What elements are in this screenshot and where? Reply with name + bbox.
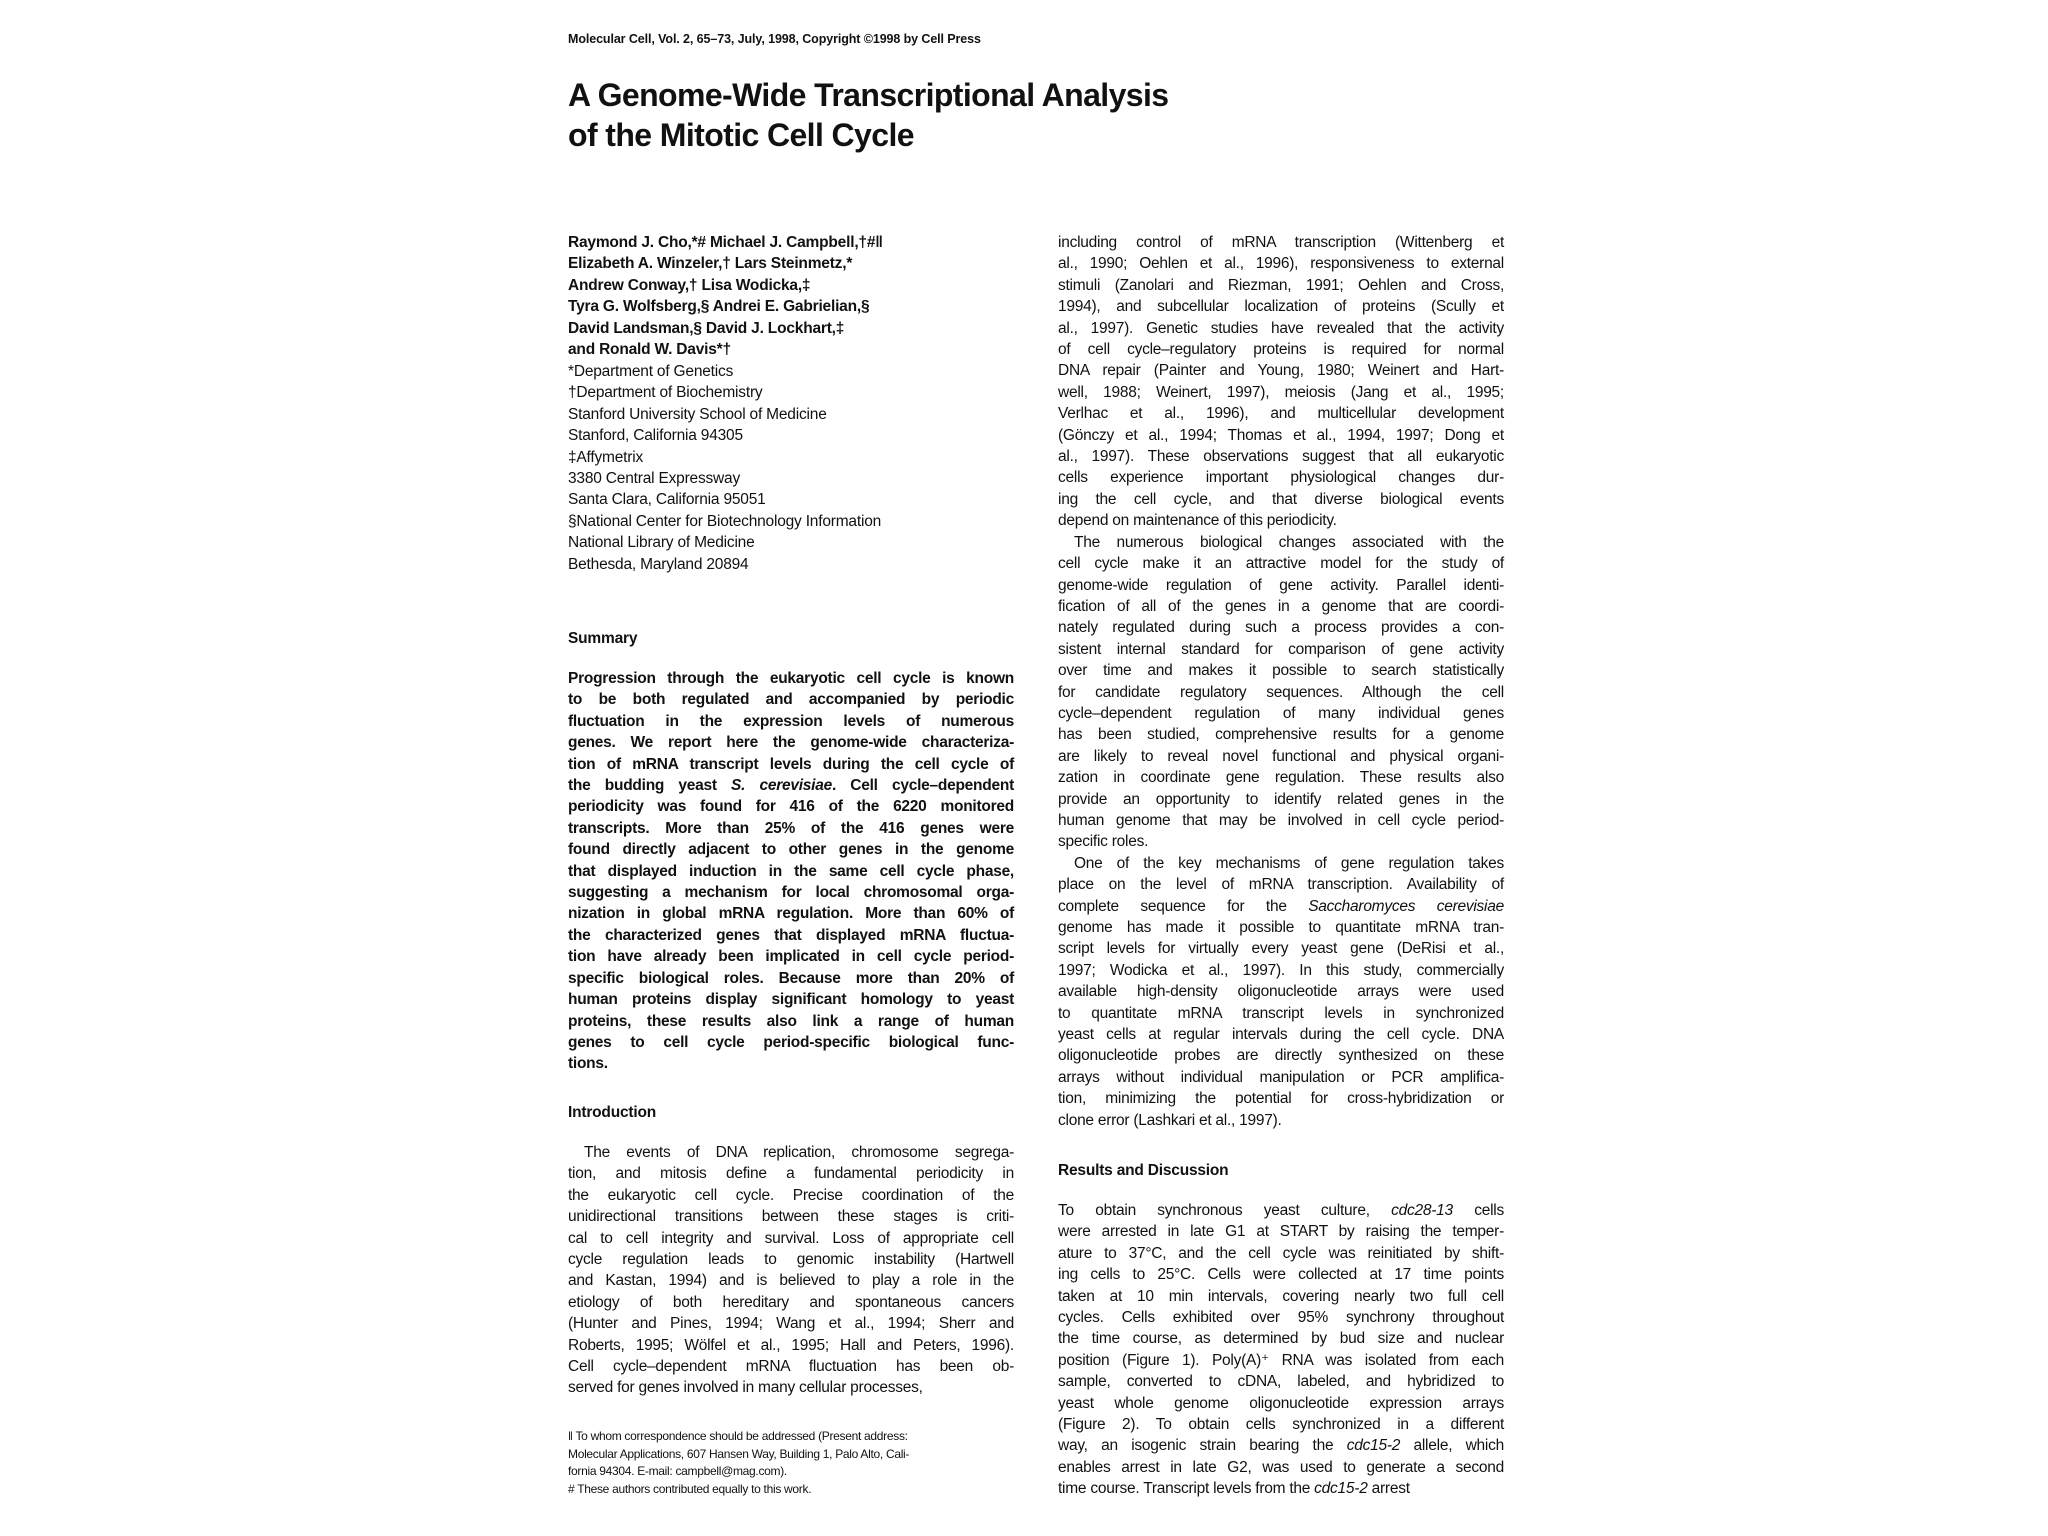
text-line: (Hunter and Pines, 1994; Wang et al., 1994; Sherr and xyxy=(568,1315,1014,1333)
text-line: cycle regulation leads to genomic instability (Hartwell xyxy=(568,1251,1014,1269)
affiliation-line: †Department of Biochemistry xyxy=(568,384,763,402)
text-line: that displayed induction in the same cell cycle phase, xyxy=(568,862,1014,880)
text-line: # These authors contributed equally to this work. xyxy=(568,1481,812,1496)
text-line: cells experience important physiological changes dur- xyxy=(1058,469,1504,487)
text-line: genome-wide regulation of gene activity. Parallel identi- xyxy=(1058,576,1504,594)
text-line: genes. We report here the genome-wide characteriza- xyxy=(568,734,1014,752)
text-line: tion have already been implicated in cell cycle period- xyxy=(568,948,1014,966)
affiliation-line: 3380 Central Expressway xyxy=(568,470,741,488)
text-line: Roberts, 1995; Wölfel et al., 1995; Hall and Peters, 1996). xyxy=(568,1336,1014,1354)
text-line: tions. xyxy=(568,1055,608,1073)
text-line: way, an isogenic strain bearing the cdc15-2 allele, which xyxy=(1058,1437,1504,1455)
affiliation-line: §National Center for Biotechnology Information xyxy=(568,512,882,530)
text-line: fication of all of the genes in a genome that are coordi- xyxy=(1058,597,1504,615)
text-line: DNA repair (Painter and Young, 1980; Weinert and Hart- xyxy=(1058,362,1504,380)
introduction-text xyxy=(568,1142,1014,1399)
text-line: yeast whole genome oligonucleotide expression arrays xyxy=(1058,1394,1504,1412)
text-line: time course. Transcript levels from the cdc15-2 arrest xyxy=(1058,1480,1410,1498)
text-line: al., 1997). These observations suggest that all eukaryotic xyxy=(1058,448,1504,466)
text-line: sample, converted to cDNA, labeled, and hybridized to xyxy=(1058,1373,1504,1391)
text-line: transcripts. More than 25% of the 416 genes were xyxy=(568,819,1014,837)
author-list xyxy=(568,232,1038,360)
text-line: Verlhac et al., 1996), and multicellular development xyxy=(1058,405,1504,423)
text-line: are likely to reveal novel functional and physical organi- xyxy=(1058,747,1504,765)
affiliation-line: *Department of Genetics xyxy=(568,363,734,380)
author-line: Raymond J. Cho,*# Michael J. Campbell,†#‖ xyxy=(568,234,883,251)
text-line: for candidate regulatory sequences. Although the cell xyxy=(1058,683,1504,701)
text-line: 1994), and subcellular localization of proteins (Scully et xyxy=(1058,298,1504,316)
text-line: proteins, these results also link a range of human xyxy=(568,1012,1014,1030)
text-line: Progression through the eukaryotic cell cycle is known xyxy=(568,670,1014,687)
text-line: taken at 10 min intervals, covering nearly two full cell xyxy=(1058,1287,1504,1305)
text-line: complete sequence for the Saccharomyces cerevisiae xyxy=(1058,897,1504,915)
text-line: specific roles. xyxy=(1058,833,1149,851)
text-line: yeast cells at regular intervals during the cell cycle. DNA xyxy=(1058,1026,1504,1044)
text-line: including control of mRNA transcription (Wittenberg et xyxy=(1058,234,1504,251)
text-line: cal to cell integrity and survival. Loss of appropriate cell xyxy=(568,1229,1014,1247)
text-line: script levels for virtually every yeast gene (DeRisi et al., xyxy=(1058,940,1504,958)
text-line: One of the key mechanisms of gene regulation takes xyxy=(1074,854,1504,872)
text-line: clone error (Lashkari et al., 1997). xyxy=(1058,1111,1282,1129)
text-line: to be both regulated and accompanied by periodic xyxy=(568,691,1014,709)
text-line: specific biological roles. Because more than 20% of xyxy=(568,969,1014,987)
text-line: ing cells to 25°C. Cells were collected at 17 time points xyxy=(1058,1266,1504,1284)
text-line: 1997; Wodicka et al., 1997). In this study, commercially xyxy=(1058,961,1504,979)
results-heading: Results and Discussion xyxy=(1058,1162,1229,1179)
text-line: (Gönczy et al., 1994; Thomas et al., 1994, 1997; Dong et xyxy=(1058,426,1504,444)
affiliation-line: Stanford, California 94305 xyxy=(568,427,743,445)
affiliation-line: National Library of Medicine xyxy=(568,534,755,552)
text-line: depend on maintenance of this periodicity. xyxy=(1058,512,1337,530)
text-line: position (Figure 1). Poly(A)⁺ RNA was isolated from each xyxy=(1058,1351,1504,1369)
text-line: human proteins display significant homology to yeast xyxy=(568,991,1014,1009)
introduction-heading: Introduction xyxy=(568,1104,656,1121)
text-line: al., 1997). Genetic studies have revealed that the activity xyxy=(1058,319,1504,337)
text-line: the time course, as determined by bud size and nuclear xyxy=(1058,1330,1504,1348)
right-paragraph-2 xyxy=(1058,532,1504,853)
text-line: periodicity was found for 416 of the 6220 monitored xyxy=(568,798,1014,816)
text-line: has been studied, comprehensive results for a genome xyxy=(1058,726,1504,744)
text-line: tion of mRNA transcript levels during the cell cycle of xyxy=(568,755,1014,773)
text-line: ature to 37°C, and the cell cycle was reinitiated by shift- xyxy=(1058,1244,1504,1262)
text-line: cycle–dependent regulation of many individual genes xyxy=(1058,704,1504,722)
text-line: cell cycle make it an attractive model for the study of xyxy=(1058,555,1504,573)
text-line: Molecular Applications, 607 Hansen Way, Building 1, Palo Alto, Cali- xyxy=(568,1446,910,1461)
text-line: place on the level of mRNA transcription. Availability of xyxy=(1058,876,1504,894)
text-line: human genome that may be involved in cell cycle period- xyxy=(1058,811,1504,829)
right-paragraph-1 xyxy=(1058,232,1504,532)
text-line: and Kastan, 1994) and is believed to play a role in the xyxy=(568,1272,1014,1290)
paper-title xyxy=(568,75,1548,155)
journal-citation: Molecular Cell, Vol. 2, 65–73, July, 1998, Copyright ©1998 by Cell Press xyxy=(568,32,981,46)
text-line: al., 1990; Oehlen et al., 1996), responsiveness to external xyxy=(1058,255,1504,273)
text-line: the characterized genes that displayed mRNA fluctua- xyxy=(568,926,1014,944)
author-line: Tyra G. Wolfsberg,§ Andrei E. Gabrielian,§ xyxy=(568,298,870,316)
author-line: Elizabeth A. Winzeler,† Lars Steinmetz,* xyxy=(568,255,853,273)
text-line: nately regulated during such a process provides a con- xyxy=(1058,619,1504,637)
text-line: To obtain synchronous yeast culture, cdc28-13 cells xyxy=(1058,1202,1504,1219)
text-line: to quantitate mRNA transcript levels in synchronized xyxy=(1058,1004,1504,1022)
text-line: found directly adjacent to other genes in the genome xyxy=(568,841,1014,859)
text-line: ing the cell cycle, and that diverse biological events xyxy=(1058,490,1504,508)
text-line: (Figure 2). To obtain cells synchronized in a different xyxy=(1058,1416,1504,1434)
text-line: cycles. Cells exhibited over 95% synchrony throughout xyxy=(1058,1309,1504,1327)
author-line: David Landsman,§ David J. Lockhart,‡ xyxy=(568,319,845,337)
text-line: provide an opportunity to identify related genes in the xyxy=(1058,790,1504,808)
text-line: well, 1988; Weinert, 1997), meiosis (Jang et al., 1995; xyxy=(1058,383,1504,401)
text-line: ‖ To whom correspondence should be addressed (Present address: xyxy=(568,1429,908,1443)
text-line: The events of DNA replication, chromosome segrega- xyxy=(584,1144,1014,1161)
affiliation-line: ‡Affymetrix xyxy=(568,448,644,466)
text-line: the eukaryotic cell cycle. Precise coordination of the xyxy=(568,1186,1014,1204)
text-line: suggesting a mechanism for local chromosomal orga- xyxy=(568,884,1014,902)
text-line: over time and makes it possible to search statistically xyxy=(1058,662,1504,680)
right-paragraph-3 xyxy=(1058,853,1504,1131)
footnotes xyxy=(568,1428,1014,1498)
text-line: arrays without individual manipulation or PCR amplifica- xyxy=(1058,1068,1504,1086)
text-line: tion, and mitosis define a fundamental periodicity in xyxy=(568,1165,1014,1183)
author-line: and Ronald W. Davis*† xyxy=(568,341,731,359)
text-line: etiology of both hereditary and spontaneous cancers xyxy=(568,1293,1014,1311)
summary-heading: Summary xyxy=(568,630,638,647)
text-line: of cell cycle–regulatory proteins is required for normal xyxy=(1058,341,1504,359)
text-line: Cell cycle–dependent mRNA fluctuation has been ob- xyxy=(568,1358,1014,1376)
affiliation-list xyxy=(568,361,1048,575)
text-line: the budding yeast S. cerevisiae. Cell cycle–dependent xyxy=(568,777,1014,795)
text-line: genes to cell cycle period-specific biological func- xyxy=(568,1033,1014,1051)
text-line: unidirectional transitions between these stages is criti- xyxy=(568,1208,1014,1226)
text-line: served for genes involved in many cellular processes, xyxy=(568,1379,923,1397)
results-text xyxy=(1058,1200,1504,1500)
text-line: tion, minimizing the potential for cross-hybridization or xyxy=(1058,1090,1504,1108)
affiliation-line: Stanford University School of Medicine xyxy=(568,405,827,423)
author-line: Andrew Conway,† Lisa Wodicka,‡ xyxy=(568,276,811,294)
text-line: nization in global mRNA regulation. More than 60% of xyxy=(568,905,1014,923)
text-line: The numerous biological changes associated with the xyxy=(1074,533,1504,551)
right-column-text xyxy=(1058,232,1504,1131)
text-line: genome has made it possible to quantitate mRNA tran- xyxy=(1058,919,1504,936)
title-line-1: A Genome-Wide Transcriptional Analysis xyxy=(568,77,1169,113)
text-line: enables arrest in late G2, was used to generate a second xyxy=(1058,1458,1504,1476)
text-line: stimuli (Zanolari and Riezman, 1991; Oehlen and Cross, xyxy=(1058,276,1504,294)
text-line: fornia 94304. E-mail: campbell@mag.com). xyxy=(568,1464,787,1478)
text-line: zation in coordinate gene regulation. These results also xyxy=(1058,769,1504,787)
text-line: available high-density oligonucleotide arrays were used xyxy=(1058,983,1504,1001)
text-line: fluctuation in the expression levels of numerous xyxy=(568,712,1014,730)
title-line-2: of the Mitotic Cell Cycle xyxy=(568,117,914,153)
text-line: were arrested in late G1 at START by raising the temper- xyxy=(1058,1223,1504,1241)
text-line: sistent internal standard for comparison of gene activity xyxy=(1058,640,1504,658)
affiliation-line: Santa Clara, California 95051 xyxy=(568,491,766,509)
summary-text xyxy=(568,668,1014,1075)
text-line: oligonucleotide probes are directly synthesized on these xyxy=(1058,1047,1504,1065)
affiliation-line: Bethesda, Maryland 20894 xyxy=(568,555,749,573)
